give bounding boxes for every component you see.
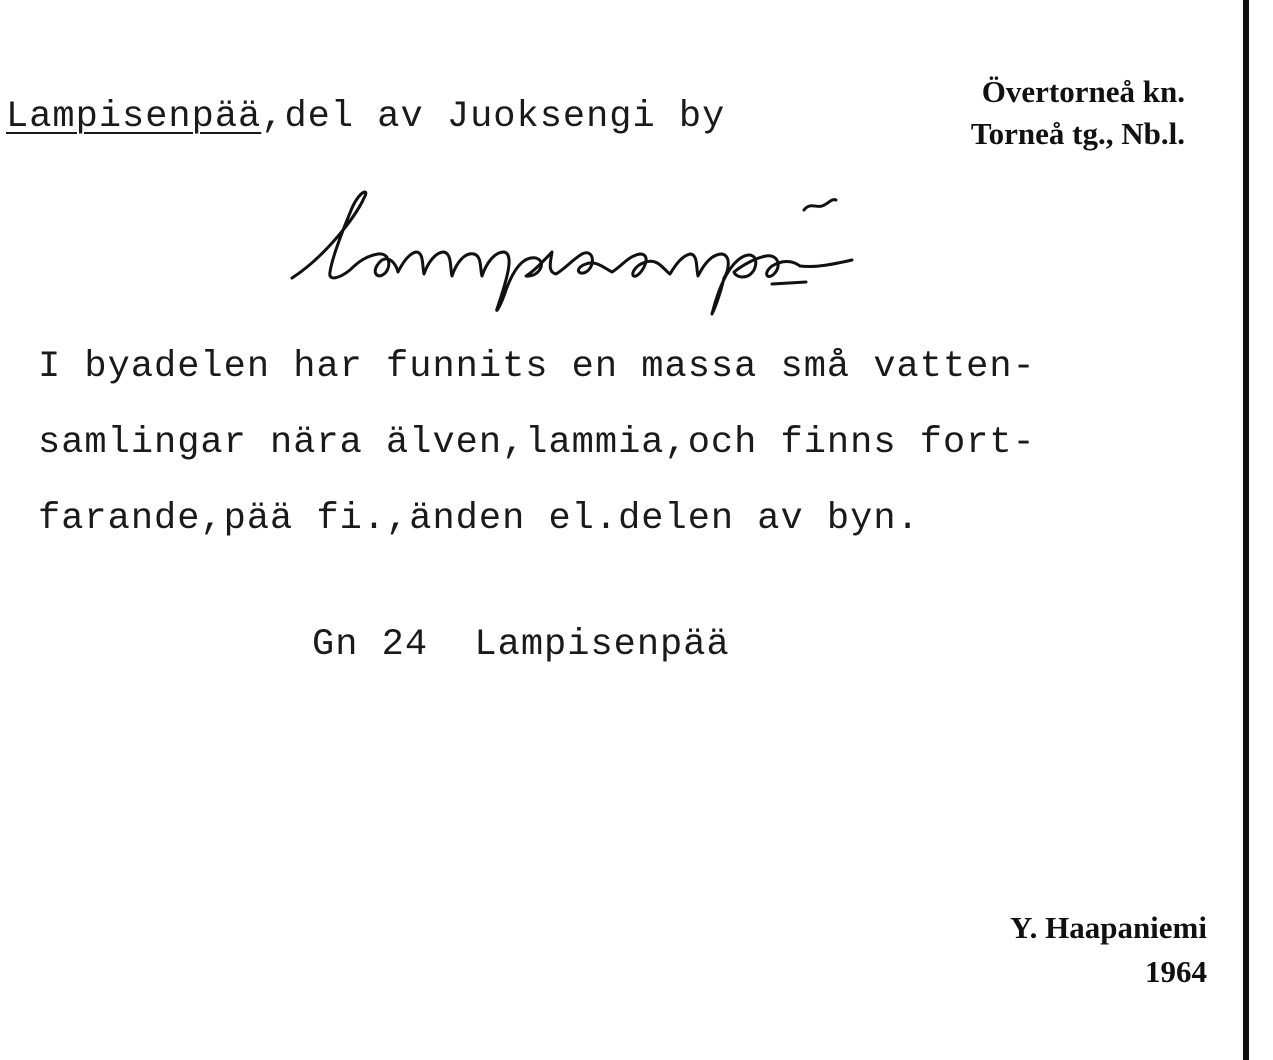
- body-line-3: farande,pää fi.,änden el.delen av byn.: [38, 498, 920, 540]
- handwritten-name-signature: [286, 186, 886, 316]
- district-label: Torneå tg., Nb.l.: [970, 116, 1185, 151]
- heading-description: ,del av Juoksengi by: [261, 96, 726, 138]
- parish-label: Övertorneå kn.: [981, 74, 1185, 109]
- card-edge-line: [1243, 0, 1249, 1060]
- heading-line: [6, 96, 725, 138]
- body-line-1: I byadelen har funnits en massa små vatten-: [38, 346, 1036, 388]
- author-name: Y. Haapaniemi: [1010, 910, 1207, 945]
- record-year: 1964: [1145, 954, 1207, 989]
- reference-line: Gn 24 Lampisenpää: [312, 624, 730, 666]
- headword: Lampisenpää: [6, 96, 262, 138]
- body-line-2: samlingar nära älven,lammia,och finns fort-: [38, 422, 1036, 464]
